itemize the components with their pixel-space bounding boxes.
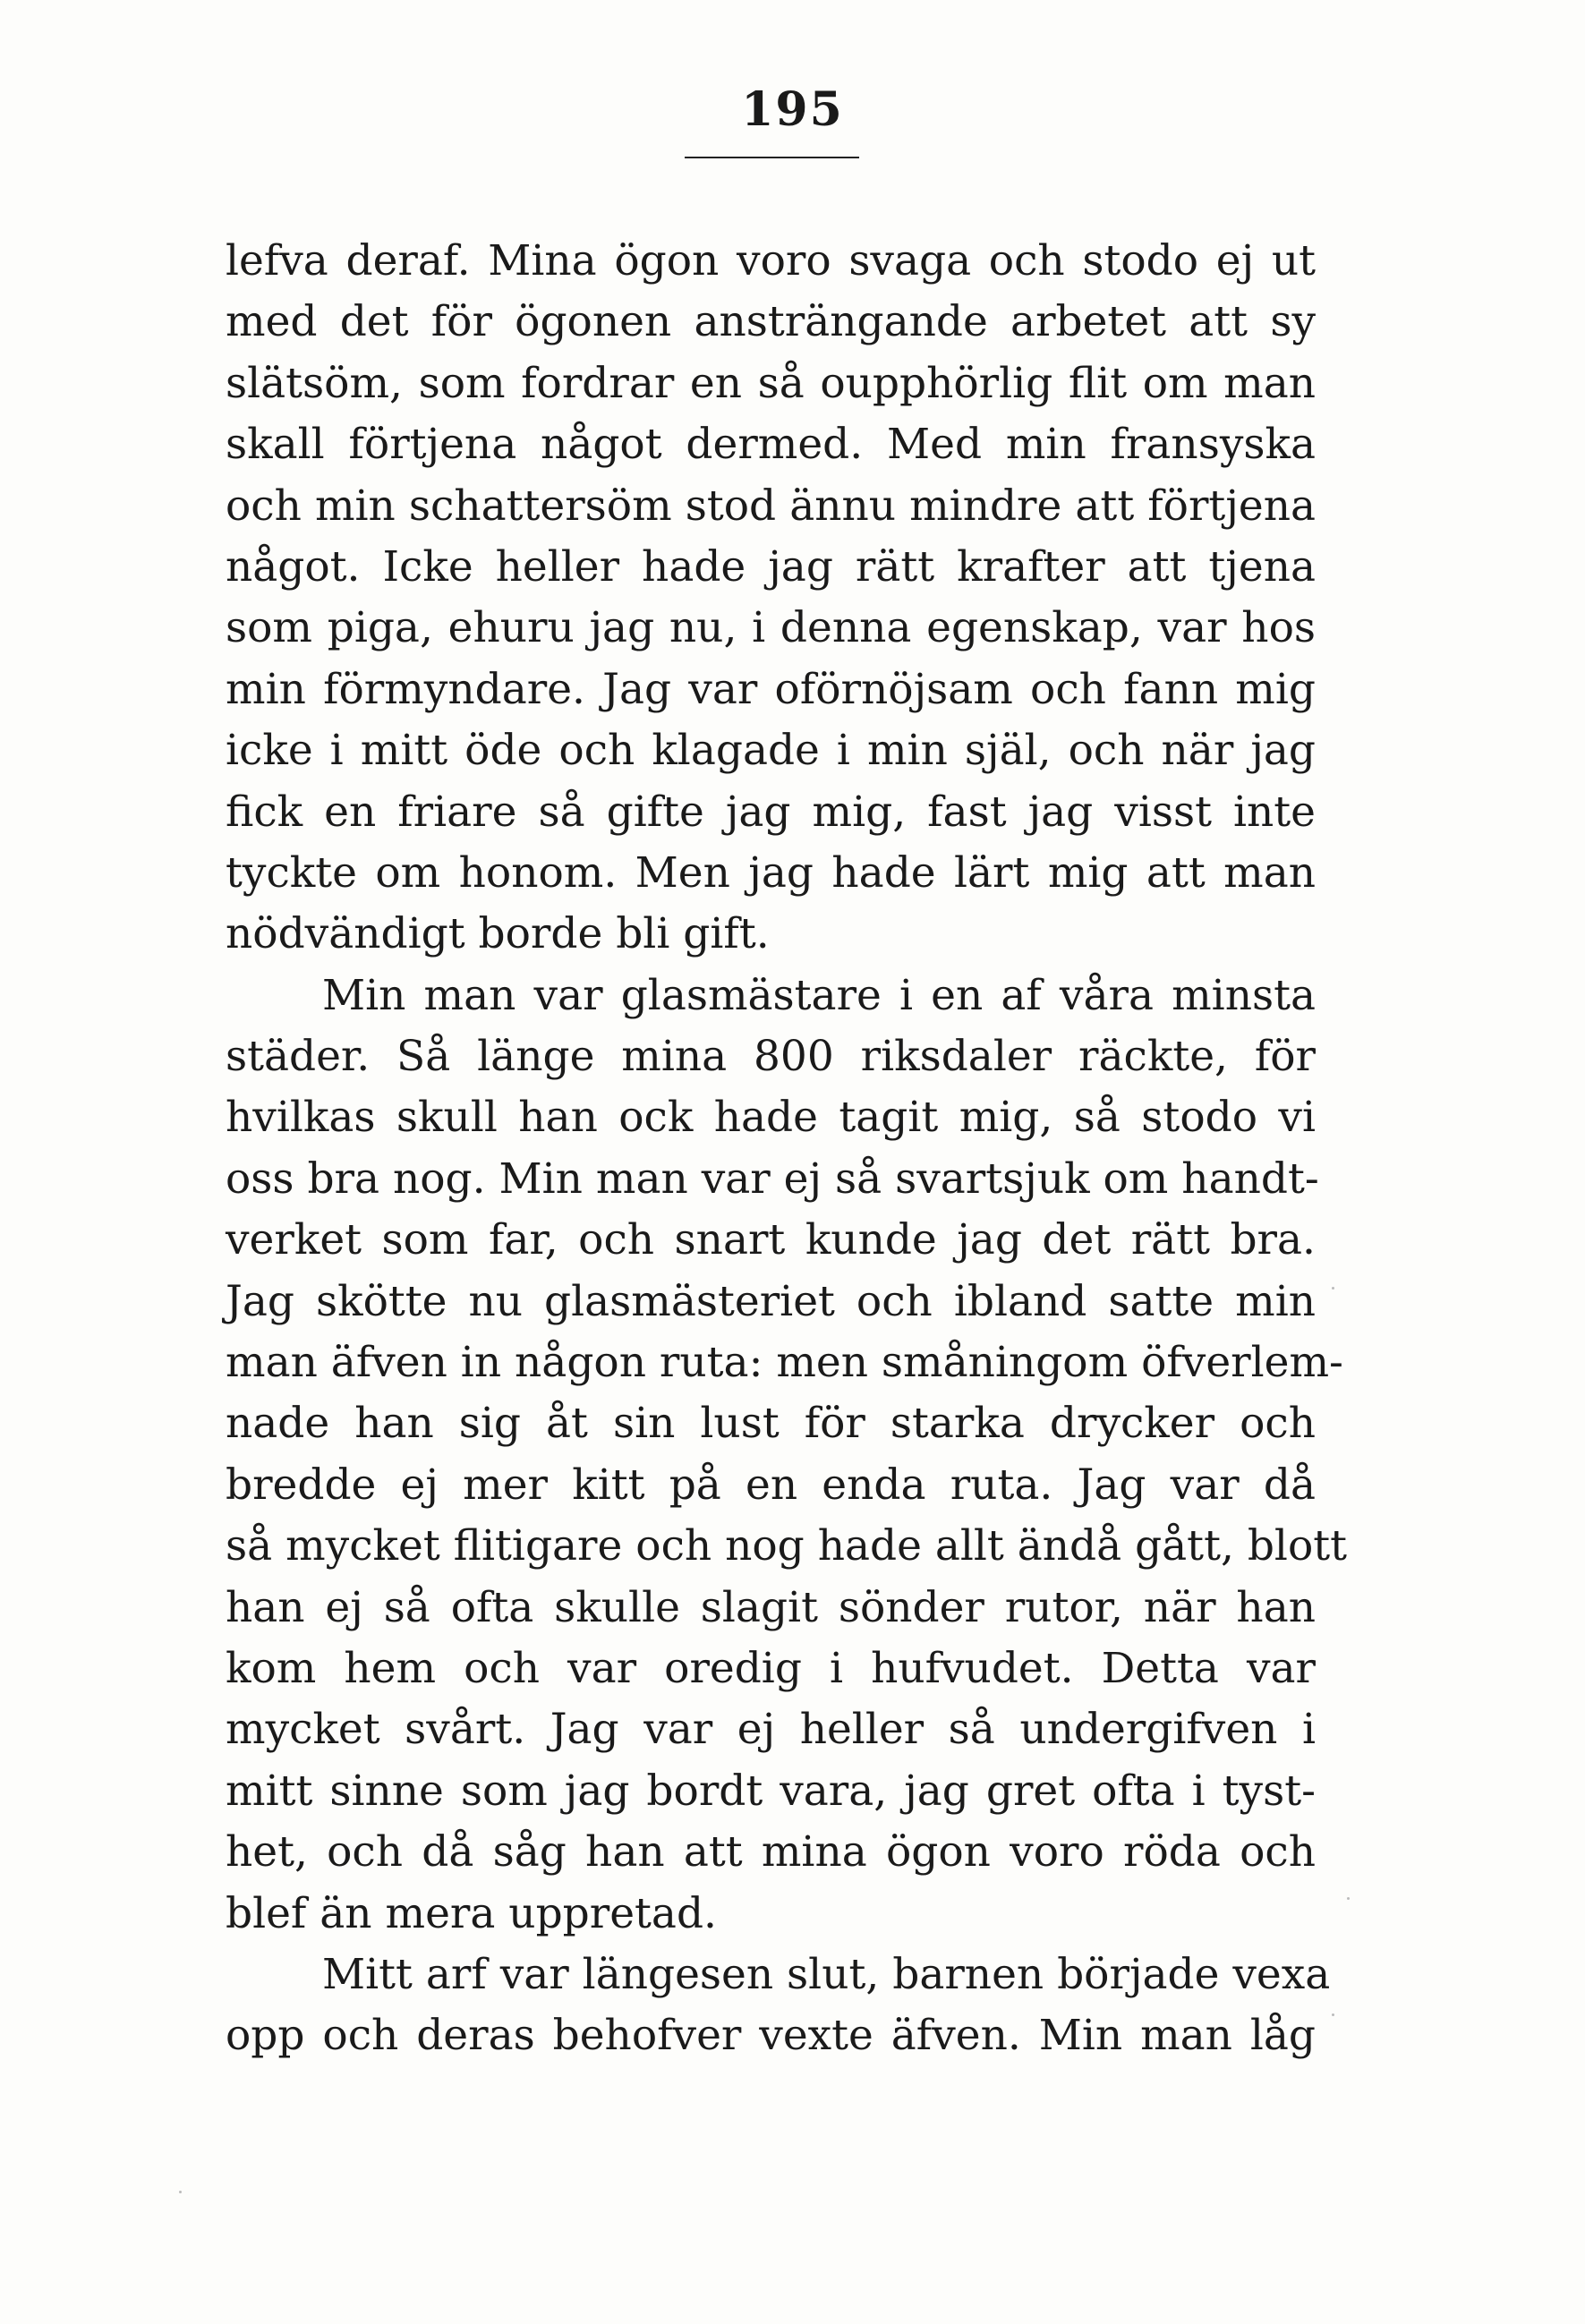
text-line: fick en friare så gifte jag mig, fast jag visst inte bbox=[226, 787, 1316, 837]
text-line: oss bra nog. Min man var ej så svartsjuk om handt- bbox=[226, 1153, 1319, 1204]
text-line: min förmyndare. Jag var oförnöjsam och fann mig bbox=[226, 664, 1316, 714]
text-line: kom hem och var oredig i hufvudet. Detta var bbox=[226, 1643, 1316, 1693]
text-line: så mycket flitigare och nog hade allt ändå gått, blott bbox=[226, 1521, 1348, 1571]
text-line: nödvändigt borde bli gift. bbox=[226, 909, 770, 959]
text-line: lefva deraf. Mina ögon voro svaga och stodo ej ut bbox=[226, 236, 1316, 285]
text-line: opp och deras behofver vexte äfven. Min man låg bbox=[226, 2011, 1316, 2061]
text-line: något. Icke heller hade jag rätt krafter att tjena bbox=[226, 541, 1316, 592]
page-number: 195 bbox=[741, 82, 844, 137]
body-text bbox=[226, 231, 1348, 2067]
text-line: Mitt arf var längesen slut, barnen började vexa bbox=[322, 1949, 1331, 1999]
paper-speck bbox=[1347, 1897, 1350, 1900]
text-line: nade han sig åt sin lust för starka drycker och bbox=[226, 1399, 1316, 1449]
text-line: skall förtjena något dermed. Med min fransyska bbox=[226, 420, 1316, 470]
text-line: och min schattersöm stod ännu mindre att förtjena bbox=[226, 481, 1316, 531]
text-line: han ej så ofta skulle slagit sönder rutor, när han bbox=[226, 1582, 1316, 1632]
text-line: Min man var glasmästare i en af våra minsta bbox=[322, 970, 1316, 1020]
text-line: verket som far, och snart kunde jag det rätt bra. bbox=[226, 1215, 1316, 1265]
header-rule bbox=[685, 157, 859, 158]
text-line: blef än mera uppretad. bbox=[226, 1888, 717, 1938]
text-line: städer. Så länge mina 800 riksdaler räckte, för bbox=[226, 1032, 1316, 1082]
paper-speck bbox=[179, 2191, 182, 2193]
text-line: hvilkas skull han ock hade tagit mig, så stodo vi bbox=[226, 1093, 1316, 1143]
paper-speck bbox=[1332, 2013, 1334, 2016]
text-line: som piga, ehuru jag nu, i denna egenskap, var hos bbox=[226, 603, 1316, 653]
text-line: tyckte om honom. Men jag hade lärt mig att man bbox=[226, 847, 1316, 898]
text-line: het, och då såg han att mina ögon voro röda och bbox=[226, 1827, 1316, 1877]
text-line: mitt sinne som jag bordt vara, jag gret ofta i tyst- bbox=[226, 1766, 1316, 1816]
text-line: Jag skötte nu glasmästeriet och ibland satte min bbox=[226, 1276, 1316, 1326]
paper-speck bbox=[1332, 1287, 1334, 1290]
text-line: med det för ögonen ansträngande arbetet att sy bbox=[226, 297, 1316, 347]
text-line: man äfven in någon ruta: men småningom öfverlem- bbox=[226, 1338, 1343, 1388]
text-line: slätsöm, som fordrar en så oupphörlig flit om man bbox=[226, 358, 1316, 408]
text-line: mycket svårt. Jag var ej heller så undergifven i bbox=[226, 1705, 1316, 1755]
text-line: icke i mitt öde och klagade i min själ, och när jag bbox=[226, 726, 1316, 776]
text-line: bredde ej mer kitt på en enda ruta. Jag var då bbox=[226, 1460, 1316, 1510]
